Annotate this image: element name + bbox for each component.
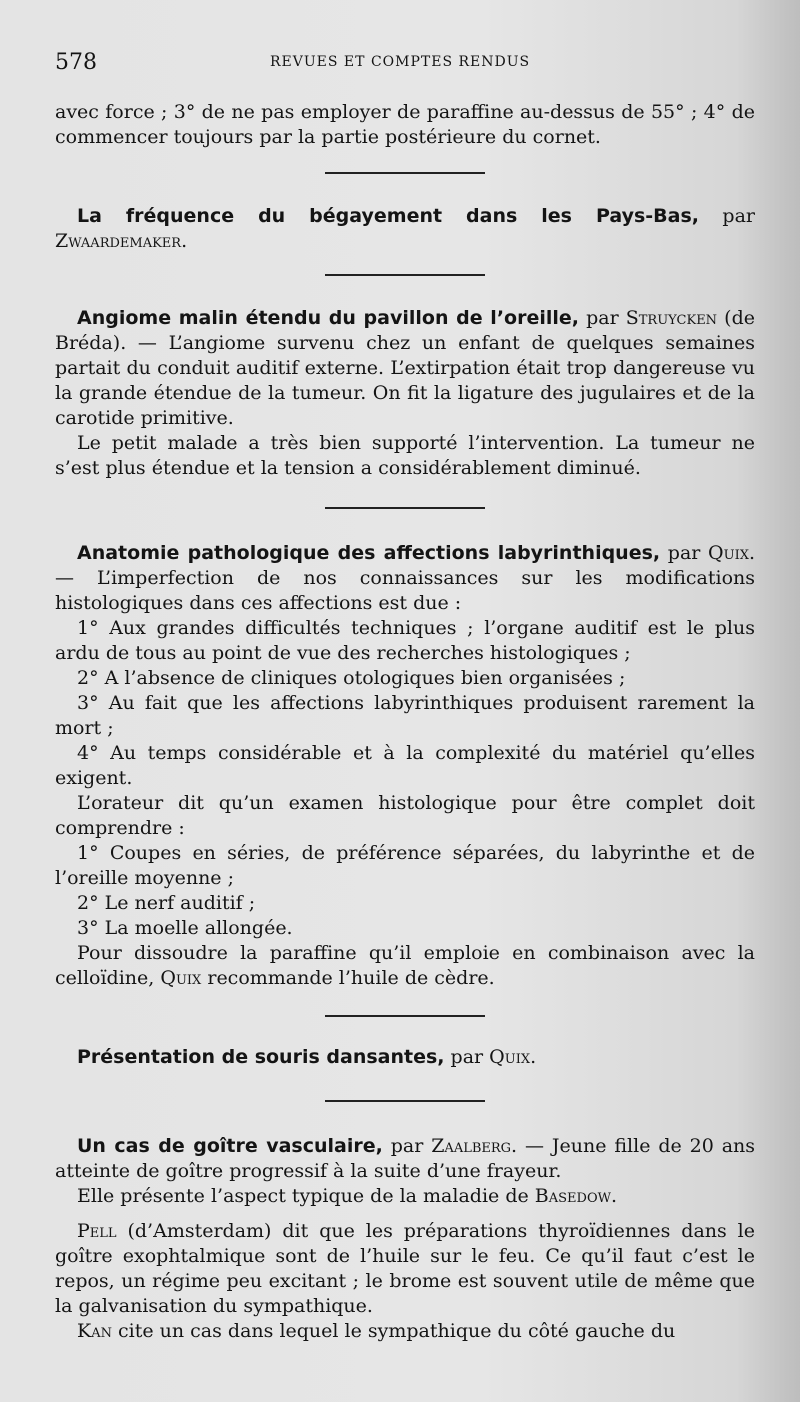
section-title: Présentation de souris dansantes, [77,1046,445,1068]
page-number: 578 [55,50,97,75]
author-name: Basedow. [534,1185,618,1207]
section-divider [325,507,485,509]
paragraph-text: (d’Amsterdam) dit que les préparations thyroïdiennes dans le goître exophtalmique sont de l’huile sur le feu. Ce qu’il faut c’est le repos, un régime peu excitant ; le brome est souvent utile de même que la galvanisation du sympathique. [55,1220,755,1317]
section-stuttering [55,204,755,254]
author-name: Struycken [625,307,718,329]
list-item: 1° Coupes en séries, de préférence séparées, du labyrinthe et de l’oreille moyenne ; [55,842,755,889]
list-item: 3° La moelle allongée. [77,917,293,939]
page-content [55,100,755,1344]
par-word: par [586,307,619,329]
paragraph [55,941,755,991]
par-word: par [450,1046,484,1068]
author-name: Quix. [708,542,756,564]
author-name: Kan [77,1320,112,1342]
section-title: Angiome malin étendu du pavillon de l’oreille, [77,307,579,329]
paragraph-text: Elle présente l’aspect typique de la maladie de [77,1185,529,1207]
section-mice [55,1045,755,1070]
section-divider [325,1100,485,1102]
paragraph: Le petit malade a très bien supporté l’intervention. La tumeur ne s’est plus étendue et la tension a considérablement diminué. [55,432,755,479]
paragraph-text: cite un cas dans lequel le sympathique du côté gauche du [118,1320,676,1342]
page-header [55,50,755,80]
author-name: Zaalberg. [431,1135,518,1157]
section-title: La fréquence du bégayement dans les Pays-Bas, [77,205,700,227]
running-head: REVUES ET COMPTES RENDUS [270,54,531,70]
section-goitre [55,1134,755,1184]
list-item: 3° Au fait que les affections labyrinthiques produisent rarement la mort ; [55,692,755,739]
author-name: Zwaardemaker. [55,230,188,252]
author-name: Quix. [489,1046,537,1068]
section-text: (de Bréda). — L’angiome survenu chez un enfant de quelques semaines partait du conduit auditif externe. L’extirpation était trop dangereuse vu la grande étendue de la tumeur. On fit la ligature des jugulaires et de la carotide primitive. [55,307,755,429]
section-labyrinth [55,541,755,616]
author-name: Pell [77,1220,117,1242]
paragraph [55,1219,755,1319]
section-divider [325,1015,485,1017]
list-item: 2° Le nerf auditif ; [77,892,256,914]
list-item: 4° Au temps considérable et à la complexité du matériel qu’elles exigent. [55,742,755,789]
par-word: par [390,1135,424,1157]
section-text: — Jeune fille de 20 ans atteinte de goître progressif à la suite d’une frayeur. [55,1135,756,1182]
paragraph-text: Pour dissoudre la paraffine qu’il emploie en combinaison avec la celloïdine, [55,942,755,989]
section-divider [325,172,485,174]
section-divider [325,274,485,276]
section-angiome [55,306,755,431]
section-text: — L’imperfection de nos connaissances sur les modifications histologiques dans ces affections est due : [55,567,755,614]
paragraph-text: recommande l’huile de cèdre. [207,967,495,989]
section-title: Anatomie pathologique des affections labyrinthiques, [77,542,661,564]
list-item: 2° A l’absence de cliniques otologiques bien organisées ; [77,667,626,689]
paragraph: L’orateur dit qu’un examen histologique pour être complet doit comprendre : [55,792,755,839]
paragraph [55,1319,755,1344]
author-name: Quix [160,967,202,989]
section-title: Un cas de goître vasculaire, [77,1135,383,1157]
paragraph [55,1184,755,1209]
continuation-paragraph: avec force ; 3° de ne pas employer de paraffine au-dessus de 55° ; 4° de commencer toujours par la partie postérieure du cornet. [55,101,755,148]
par-word: par [722,205,755,227]
list-item: 1° Aux grandes difficultés techniques ; l’organe auditif est le plus ardu de tous au point de vue des recherches histologiques ; [55,617,755,664]
par-word: par [667,542,701,564]
